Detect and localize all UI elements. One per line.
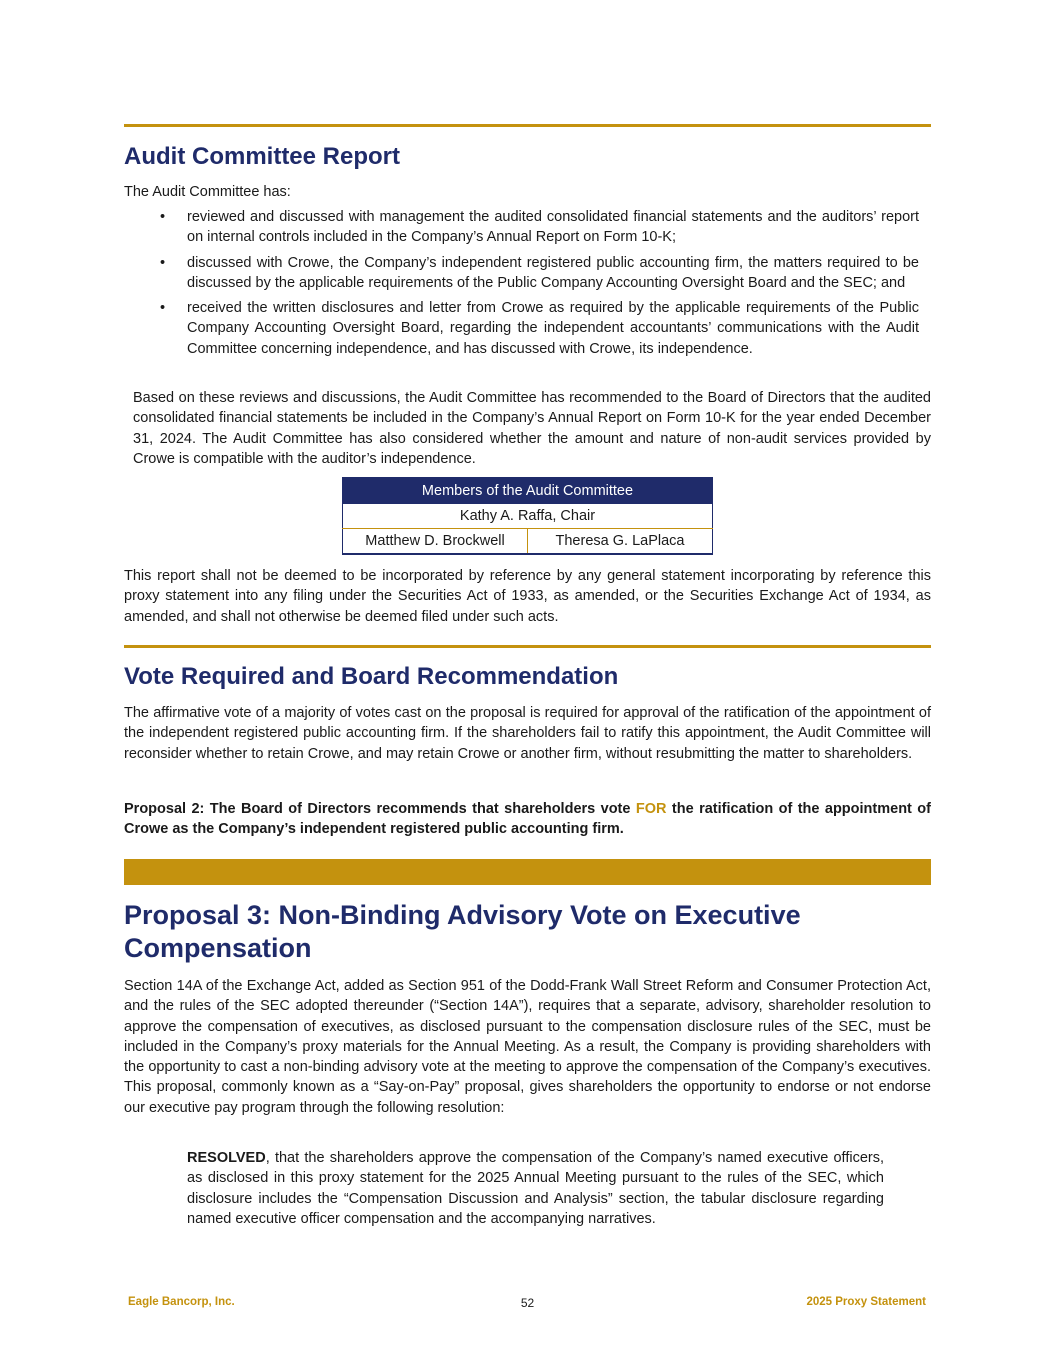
bullet-icon: •: [160, 209, 166, 225]
audit-bullet-list: [124, 207, 931, 359]
audit-committee-report-heading: Audit Committee Report: [124, 143, 400, 170]
vote-required-text: The affirmative vote of a majority of votes cast on the proposal is required for approval of the ratification of the appointment of the independent registered public accounting firm. If the shareholders fail to ratify this appointment, the Audit Committee will reconsider whether to retain Crowe, and may retain Crowe or another firm, without resubmitting the matter to shareholders.: [124, 705, 931, 762]
vote-for-highlight: FOR: [635, 801, 667, 817]
audit-disclaimer-text: This report shall not be deemed to be incorporated by reference by any general statement incorporating by reference this proxy statement into any filing under the Securities Act of 1933, as amended, or the Securities Exchange Act of 1934, as amended, and shall not otherwise be deemed filed under such acts.: [124, 568, 931, 625]
audit-conclusion-text: Based on these reviews and discussions, the Audit Committee has recommended to the Board of Directors that the audited consolidated financial statements be included in the Company’s Annual Report on Form 10-K for the year ended December 31, 2024. The Audit Committee has also considered whether the amount and nature of non-audit services provided by Crowe is compatible with the auditor’s independence.: [133, 390, 931, 467]
proposal-3-body-text: Section 14A of the Exchange Act, added as Section 951 of the Dodd-Frank Wall Street Reform and Consumer Protection Act, and the rules of the SEC adopted thereunder (“Section 14A”), requires that a separate, advisory, shareholder resolution to approve the compensation of executives, as disclosed pursuant to the compensation disclosure rules of the SEC, must be included in the Company’s proxy materials for the Annual Meeting. As a result, the Company is providing shareholders with the opportunity to cast a non-binding advisory vote at the meeting to approve the compensation of the Company’s executives. This proposal, commonly known as a “Say-on-Pay” proposal, gives shareholders the opportunity to endorse or not endorse our executive pay program through the following resolution:: [124, 978, 931, 1116]
section-divider-rule: [124, 645, 931, 648]
list-item: • reviewed and discussed with management the audited consolidated financial statements and the auditors’ report on internal controls included in the Company’s Annual Report on Form 10-K;: [160, 209, 919, 246]
section-divider-band: [124, 859, 931, 885]
page-number: 52: [520, 1296, 535, 1310]
footer-document-title: 2025 Proxy Statement: [806, 1296, 926, 1308]
members-table-member: Matthew D. Brockwell: [343, 529, 528, 555]
list-item: • discussed with Crowe, the Company’s independent registered public accounting firm, the matters required to be discussed by the applicable requirements of the Public Company Accounting Oversight Board and the SEC; and: [160, 254, 919, 291]
list-item: • received the written disclosures and letter from Crowe as required by the applicable requirements of the Public Company Accounting Oversight Board, regarding the independent accountants’ communications with the Audit Committee concerning independence, and has discussed with Crowe, its independence.: [160, 300, 919, 357]
section-divider-rule: [124, 124, 931, 127]
resolved-label: RESOLVED: [187, 1150, 266, 1166]
audit-committee-members-table: [342, 477, 713, 555]
vote-required-heading: Vote Required and Board Recommendation: [124, 663, 619, 690]
members-table-header: Members of the Audit Committee: [343, 478, 713, 504]
proposal-3-heading: Proposal 3: Non-Binding Advisory Vote on Executive Compensation: [124, 900, 801, 963]
bullet-icon: •: [160, 254, 166, 271]
board-recommendation-text: Proposal 2: The Board of Directors recommends that shareholders vote FOR the ratification of the appointment of Crowe as the Company’s independent registered public accounting firm.: [124, 801, 931, 838]
audit-intro-text: The Audit Committee has:: [124, 184, 291, 200]
footer-company-name: Eagle Bancorp, Inc.: [128, 1296, 235, 1308]
members-table-member: Theresa G. LaPlaca: [528, 529, 713, 555]
bullet-icon: •: [160, 300, 166, 317]
resolution-text: RESOLVED, that the shareholders approve the compensation of the Company’s named executive officers, as disclosed in this proxy statement for the 2025 Annual Meeting pursuant to the rules of the SEC, which disclosure includes the “Compensation Discussion and Analysis” section, the tabular disclosure regarding named executive officer compensation and the accompanying narratives.: [187, 1150, 884, 1227]
members-table-chair: Kathy A. Raffa, Chair: [343, 504, 713, 529]
